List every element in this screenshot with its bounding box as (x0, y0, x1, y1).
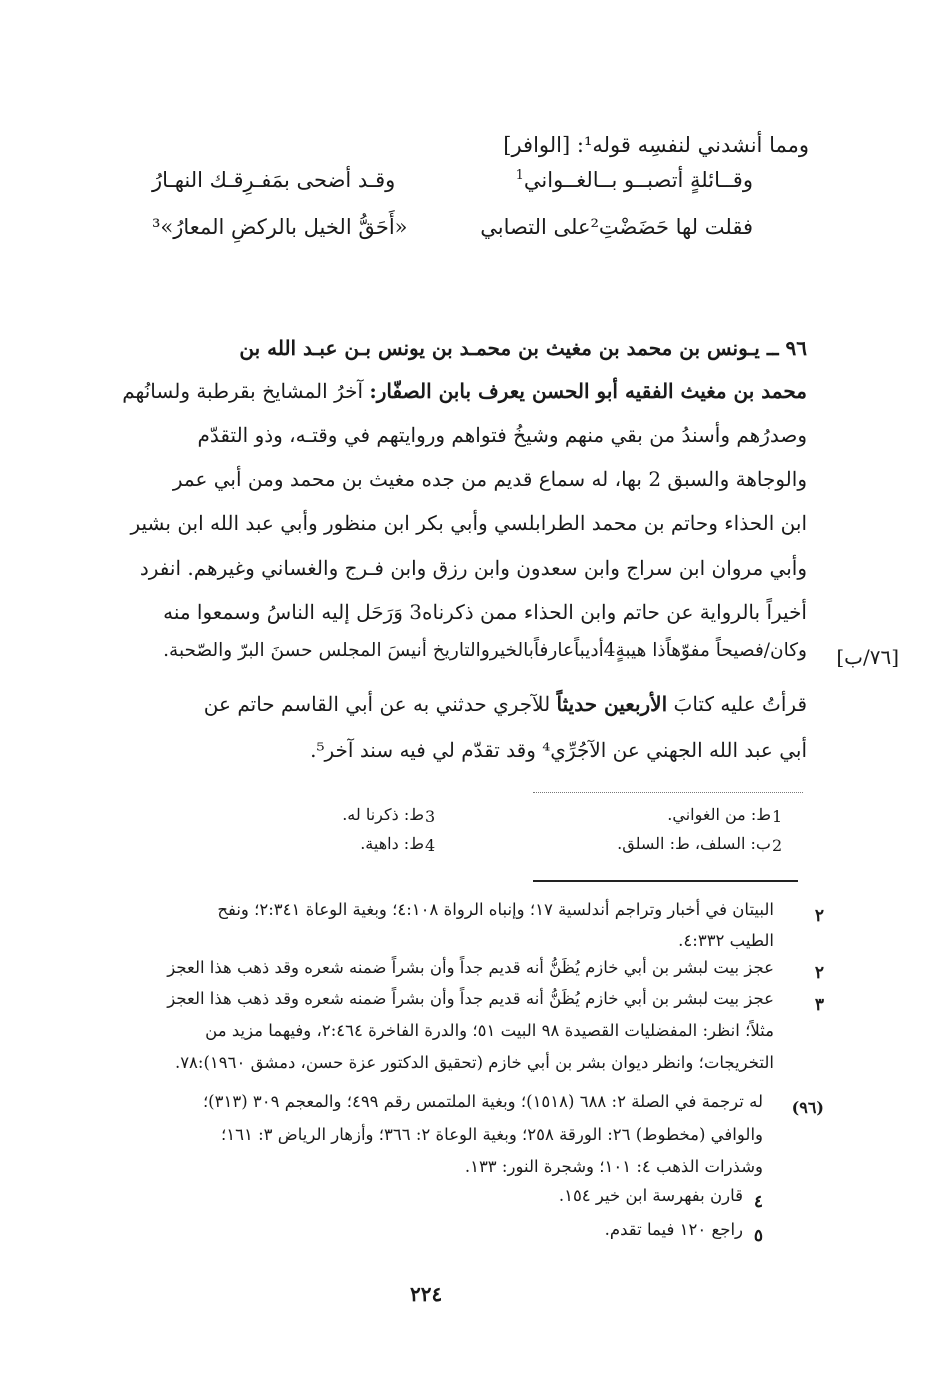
entry-line-7: أخيراً بالرواية عن حاتم وابن الحذاء ممن ذكرناه3 وَرَحَل إليه الناسُ وسمعوا منه (163, 600, 807, 624)
footnote-5-text: راجع ١٢٠ فيما تقدم. (604, 1220, 743, 1239)
variant-4-text: ط: داهية. (360, 834, 424, 853)
footnote-2a-line1: البيتان في أخبار وتراجم أندلسية ١٧؛ وإنباه الرواة ٤:١٠٨؛ وبغية الوعاة ٢:٣٤١؛ ونفح (217, 900, 774, 919)
footnote-96-line3: وشذرات الذهب ٤: ١٠١؛ وشجرة النور: ١٣٣. (464, 1157, 763, 1176)
variant-1-number: 1 (772, 807, 783, 826)
footnote-3-line2: مثلاً؛ انظر: المفضليات القصيدة ٩٨ البيت ٥١؛ والدرة الفاخرة ٢:٤٦٤، وفيهما مزيد من (205, 1021, 774, 1040)
variant-2-number: 2 (772, 836, 783, 855)
poem-verse2-hemistich2: «أَحَقُّ الخيل بالركضِ المعارُ»³ (152, 215, 408, 239)
paragraph2-pre: قرأتُ عليه كتابَ (667, 692, 807, 716)
entry-line-8: وكان/فصيحاً مفوّهاًذا هيبةٍ4أديباًعارفاًبالخيروالتاريخ أنيسَ المجلس حسنَ البرّ والصّحبة. (163, 640, 807, 661)
poem-verse1-footnote-mark: 1 (515, 168, 524, 183)
variant-3-text: ط: ذكرنا له. (342, 805, 424, 824)
entry-heading-line: ٩٦ ــ يـونس بن محمد بن مغيث بن محمـد بن يونس بـن عبـد الله بن (239, 336, 807, 360)
poem-verse2-hemistich1: فقلت لها حَضَضْتِ²على التصابي (480, 215, 753, 239)
entry-paragraph2-line1 (108, 692, 807, 716)
footnote-96-line1: له ترجمة في الصلة ٢: ٦٨٨ (١٥١٨)؛ وبغية الملتمس رقم ٤٩٩؛ والمعجم ٣٠٩ (٣١٣)؛ (202, 1092, 763, 1111)
poem-verse1-hemistich1-text: وقــائلةٍ أتصبــو بــالغــواني (523, 168, 753, 192)
variant-4-number: 4 (425, 836, 436, 855)
entry-line-6: وأبي مروان ابن سراج وابن سعدون وابن رزق وابن فـرج والغساني وغيرهم. انفرد (139, 556, 807, 580)
footnote-3-number: ٣ (814, 995, 824, 1015)
footnote-2b-number: ٢ (814, 963, 824, 983)
poem-verse1-hemistich2: وقـد أضحى بمَفـرِقـك النهـارُ (152, 168, 396, 192)
variant-3-number: 3 (425, 807, 436, 826)
page-number: ٢٢٤ (410, 1282, 443, 1306)
footnote-96-line2: والوافي (مخطوط) ٢٦: الورقة ٢٥٨؛ وبغية الوعاة ٢: ٣٦٦؛ وأزهار الرياض ٣: ١٦١؛ (221, 1125, 763, 1144)
entry-line-4: والوجاهة والسبق 2 بها، له سماع قديم من جده مغيث بن محمد ومن أبي عمر (172, 467, 807, 491)
entry-line-5: ابن الحذاء وحاتم بن محمد الطرابلسي وأبي بكر ابن منظور وأبي عبد الله ابن بشير (130, 511, 807, 535)
book-title-bold: الأربعين حديثاً (556, 692, 668, 716)
footnote-4-number: ٤ (753, 1192, 763, 1212)
poem-verse1-hemistich1 (516, 168, 753, 192)
footnotes-rule (533, 880, 798, 882)
footnote-5-number: ٥ (753, 1226, 763, 1246)
footnote-4-text: قارن بفهرسة ابن خير ١٥٤. (558, 1186, 743, 1205)
footnote-2a-line2: الطيب ٤:٣٣٢. (678, 931, 774, 950)
footnote-2a-number: ٢ (814, 906, 824, 926)
variants-dotted-rule (533, 792, 803, 793)
footnote-2b-line1: عجز بيت لبشر بن أبي خازم يُظَنُّ أنه قديم جداً وأن بشراً ضمنه شعره وقد ذهب هذا العجز (167, 958, 774, 977)
intro-line: ومما أنشدني لنفسِه قوله¹: [الوافر] (503, 133, 809, 157)
variant-1-text: ط: من الغواني. (667, 805, 771, 824)
entry-line-2-rest: آخرُ المشايخ بقرطبة ولسانُهم (122, 379, 370, 403)
footnote-3-line3: التخريجات؛ وانظر ديوان بشر بن أبي خازم (تحقيق الدكتور عزة حسن، دمشق ١٩٦٠):٧٨. (174, 1053, 774, 1072)
footnote-3-line1: عجز بيت لبشر بن أبي خازم يُظَنُّ أنه قديم جداً وأن بشراً ضمنه شعره وقد ذهب هذا العجز (167, 989, 774, 1008)
paragraph2-post: للآجري حدثني به عن أبي القاسم حاتم عن (203, 692, 557, 716)
entry-name-bold: محمد بن مغيث الفقيه أبو الحسن يعرف بابن الصفّار: (369, 379, 807, 403)
entry-line-2 (108, 379, 807, 403)
entry-line-3: وصدرُهم وأسندُ من بقي منهم وشيخُ فتواهم وروايتهم في وقتـه، وذو التقدّم (197, 423, 807, 447)
entry-paragraph2-line2: أبي عبد الله الجهني عن الآجُرِّي⁴ وقد تقدّم لي فيه سند آخر⁵. (310, 738, 807, 762)
footnote-96-number: (٩٦) (791, 1098, 824, 1117)
variant-2-text: ب: السلف، ط: السلق. (617, 834, 771, 853)
manuscript-folio-marker: [٧٦/ب] (836, 645, 899, 669)
